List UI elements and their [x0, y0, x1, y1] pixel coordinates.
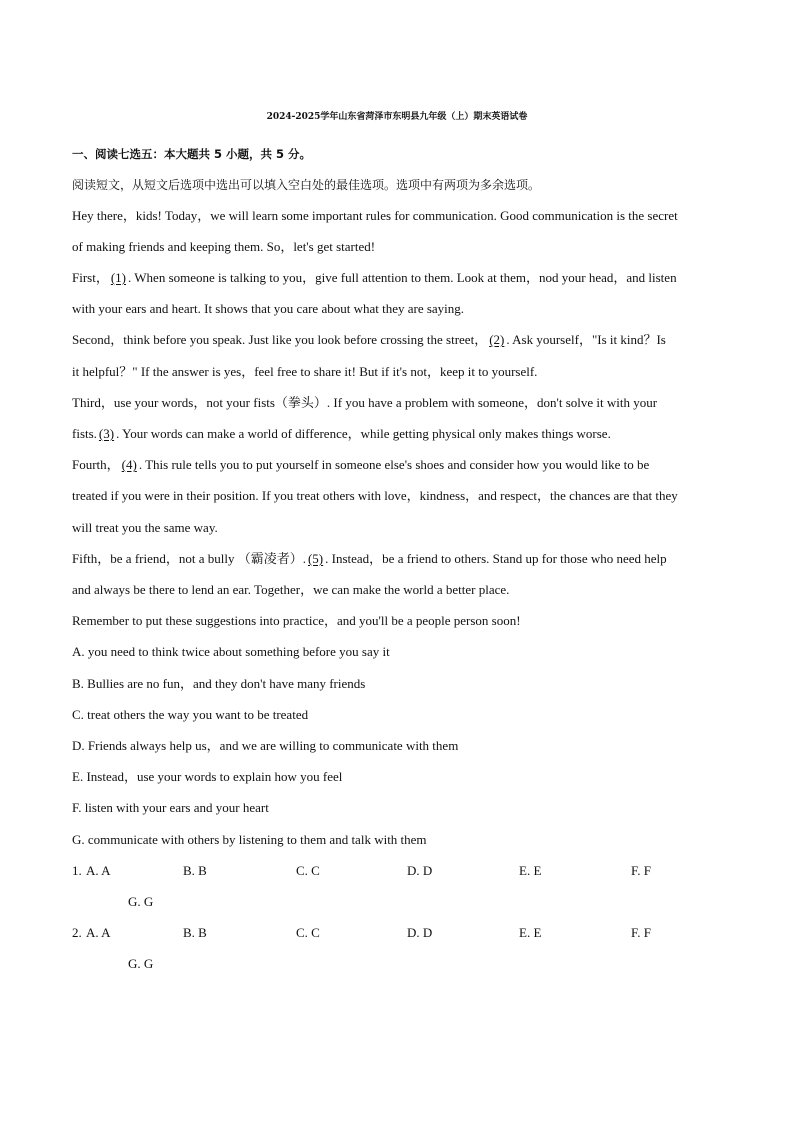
passage-line	[72, 425, 727, 443]
passage-line: with your ears and heart. It shows that you care about what they are saying.	[72, 301, 465, 316]
blank-2: (2)	[489, 332, 505, 347]
passage-line	[72, 550, 727, 568]
passage-line: Third，use your words，not your fists（拳头）. If you have a problem with someone，don't solve it with your	[72, 395, 658, 410]
option-e: E. Instead，use your words to explain how you feel	[72, 769, 343, 784]
passage-text: . This rule tells you to put yourself in someone else's shoes and consider how you would like to be	[138, 457, 650, 472]
passage-text: . Instead，be a friend to others. Stand up for those who need help	[325, 551, 667, 566]
answer-choice-f[interactable]: F. F	[631, 863, 651, 878]
passage-text: . When someone is talking to you，give full attention to them. Look at them，nod your head，and listen	[128, 270, 677, 285]
exam-title: 2024-2025学年山东省菏泽市东明县九年级（上）期末英语试卷	[266, 112, 528, 122]
option-b: B. Bullies are no fun，and they don't have many friends	[72, 676, 366, 691]
blank-3: (3)	[98, 426, 115, 441]
question-2-row-cont	[72, 955, 727, 973]
answer-choice-a[interactable]: A. A	[86, 863, 111, 878]
answer-choice-d[interactable]: D. D	[407, 863, 433, 878]
passage-text: Fourth，	[72, 457, 120, 472]
passage-text: . Ask yourself，"Is it kind？Is	[506, 332, 666, 347]
answer-choice-g[interactable]: G. G	[128, 956, 154, 971]
answer-choice-a[interactable]: A. A	[86, 925, 111, 940]
instruction-text: 阅读短文，从短文后选项中选出可以填入空白处的最佳选项。选项中有两项为多余选项。	[72, 178, 541, 192]
passage-line: will treat you the same way.	[72, 520, 218, 535]
passage-line: treated if you were in their position. If you treat others with love，kindness，and respect，the chances are that they	[72, 488, 678, 503]
option-a: A. you need to think twice about something before you say it	[72, 644, 390, 659]
passage-text: Second，think before you speak. Just like you look before crossing the street，	[72, 332, 488, 347]
option-g: G. communicate with others by listening to them and talk with them	[72, 832, 427, 847]
question-number: 1.	[72, 863, 82, 878]
option-f: F. listen with your ears and your heart	[72, 800, 269, 815]
passage-line: of making friends and keeping them. So，let's get started!	[72, 239, 376, 254]
question-1-row-cont	[72, 893, 727, 911]
option-d: D. Friends always help us，and we are willing to communicate with them	[72, 738, 459, 753]
option-c: C. treat others the way you want to be treated	[72, 707, 309, 722]
question-2-row	[72, 924, 727, 942]
section-heading: 一、阅读七选五：本大题共 5 小题，共 5 分。	[72, 147, 312, 161]
passage-line: it helpful？" If the answer is yes，feel free to share it! But if it's not，keep it to yourself.	[72, 364, 538, 379]
blank-5: (5)	[307, 551, 324, 566]
passage-line	[72, 331, 727, 349]
blank-4: (4)	[121, 457, 137, 472]
question-number: 2.	[72, 925, 82, 940]
passage-line: Remember to put these suggestions into practice，and you'll be a people person soon!	[72, 613, 521, 628]
passage-text: First，	[72, 270, 109, 285]
answer-choice-c[interactable]: C. C	[296, 925, 320, 940]
passage-text: fists.	[72, 426, 97, 441]
answer-choice-e[interactable]: E. E	[519, 863, 542, 878]
answer-choice-g[interactable]: G. G	[128, 894, 154, 909]
blank-1: (1)	[110, 270, 127, 285]
passage-text: . Your words can make a world of difference，while getting physical only makes things worse.	[116, 426, 611, 441]
passage-line	[72, 456, 727, 474]
passage-line: Hey there，kids! Today，we will learn some important rules for communication. Good communication is the secret	[72, 208, 678, 223]
passage-line: and always be there to lend an ear. Together，we can make the world a better place.	[72, 582, 510, 597]
question-1-row	[72, 862, 727, 880]
answer-choice-c[interactable]: C. C	[296, 863, 320, 878]
passage-text: Fifth，be a friend，not a bully （霸凌者）.	[72, 551, 306, 566]
answer-choice-d[interactable]: D. D	[407, 925, 433, 940]
answer-choice-b[interactable]: B. B	[183, 925, 207, 940]
passage-line	[72, 269, 727, 287]
answer-choice-e[interactable]: E. E	[519, 925, 542, 940]
answer-choice-b[interactable]: B. B	[183, 863, 207, 878]
answer-choice-f[interactable]: F. F	[631, 925, 651, 940]
